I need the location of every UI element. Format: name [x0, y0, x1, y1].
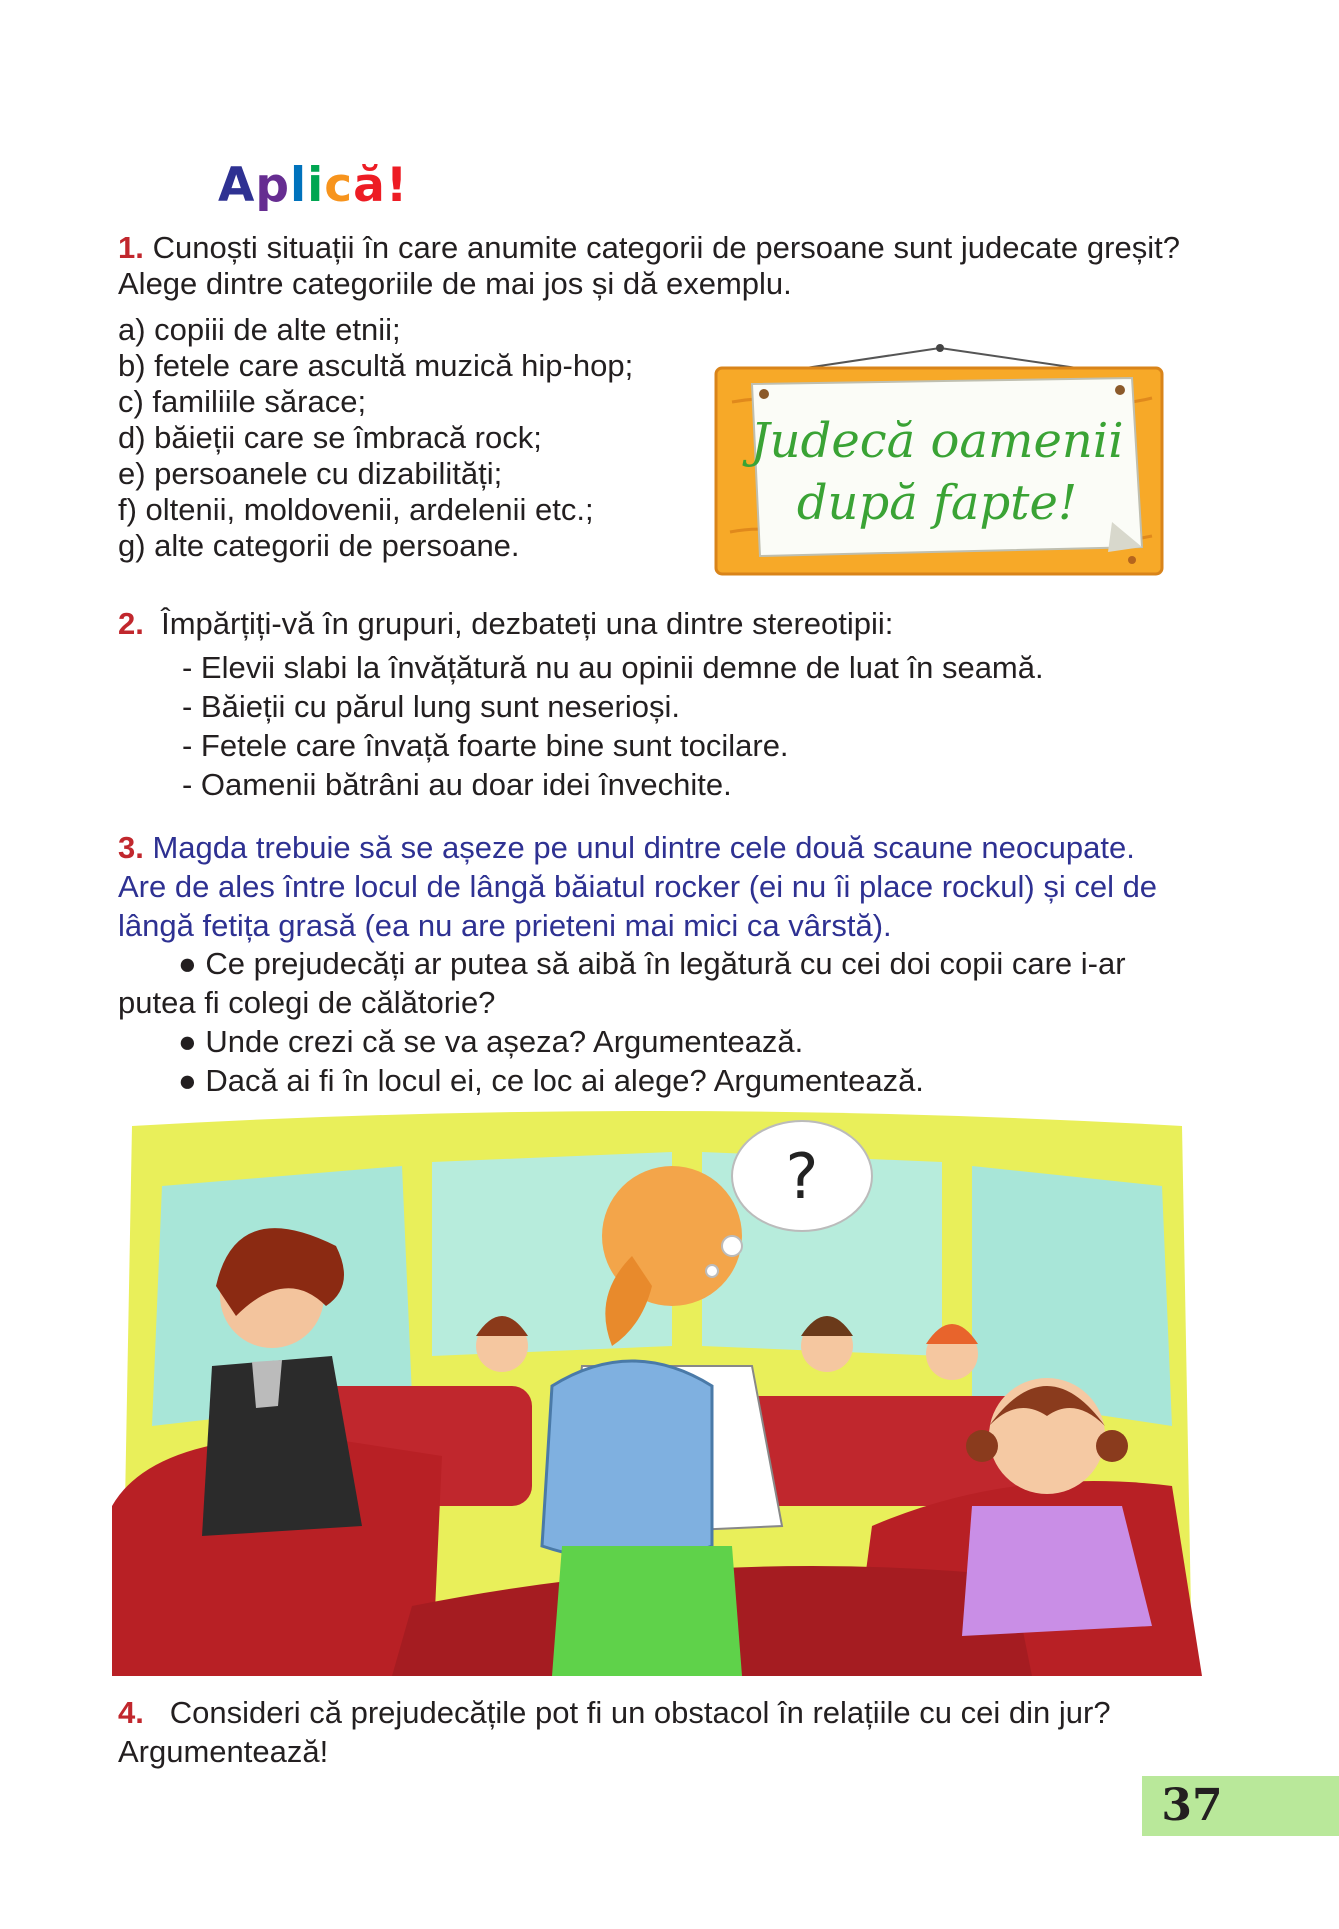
page-number-tab	[1142, 1776, 1339, 1836]
question-number: 1.	[118, 230, 144, 265]
bullet-item: ● Dacă ai fi în locul ei, ce loc ai alege? Argumentează.	[178, 1063, 924, 1098]
list-item: g) alte categorii de persoane.	[118, 528, 520, 563]
heading-letter: ă	[353, 158, 386, 213]
heading-letter: !	[385, 158, 409, 213]
list-item: b) fetele care ascultă muzică hip-hop;	[118, 348, 634, 383]
list-item: c) familiile sărace;	[118, 384, 367, 419]
list-item: d) băieții care se îmbracă rock;	[118, 420, 542, 455]
heading-letter: A	[218, 158, 256, 213]
question-text: Împărțiți-vă în grupuri, dezbateți una dintre stereotipii:	[161, 606, 894, 641]
heading-letter: i	[307, 158, 325, 213]
question-number: 2.	[118, 606, 144, 641]
question-number: 3.	[118, 830, 144, 865]
list-item: - Oamenii bătrâni au doar idei învechite.	[182, 767, 732, 802]
bullet-item: ● Unde crezi că se va așeza? Argumentează.	[178, 1024, 804, 1059]
category-list	[118, 312, 633, 564]
sign-line-2: după fapte!	[796, 475, 1078, 531]
page-number: 37	[1161, 1780, 1223, 1831]
list-item: - Elevii slabi la învățătură nu au opinii demne de luat în seamă.	[182, 650, 1044, 685]
question-2	[118, 606, 1180, 642]
list-item: f) oltenii, moldovenii, ardelenii etc.;	[118, 492, 594, 527]
list-item: e) persoanele cu dizabilități;	[118, 456, 503, 491]
question-3-bullets	[118, 944, 1180, 1100]
question-text: Magda trebuie să se așeze pe unul dintre cele două scaune neocupate. Are de ales între locul de lângă băiatul rocker (ei nu îi place rockul) și cel de lângă fetița grasă (ea nu are prieteni mai mici ca vârstă).	[118, 830, 1158, 943]
section-heading	[218, 158, 408, 213]
list-item: a) copiii de alte etnii;	[118, 312, 401, 347]
list-item: - Băieții cu părul lung sunt neserioși.	[182, 689, 680, 724]
bus-illustration	[112, 1106, 1202, 1676]
thought-mark: ?	[785, 1140, 819, 1213]
stereotype-list	[182, 648, 1044, 804]
question-4	[118, 1693, 1198, 1771]
heading-letter: l	[290, 158, 308, 213]
sign-text	[748, 410, 1126, 534]
question-3	[118, 828, 1180, 945]
list-item: - Fetele care învață foarte bine sunt tocilare.	[182, 728, 789, 763]
question-number: 4.	[118, 1695, 144, 1730]
question-text: Cunoști situații în care anumite categorii de persoane sunt judecate greșit? Alege dintre categoriile de mai jos și dă exemplu.	[118, 230, 1180, 301]
heading-letter: c	[324, 158, 354, 213]
question-1	[118, 230, 1180, 302]
heading-letter: p	[255, 158, 291, 213]
bullet-item: ● Ce prejudecăți ar putea să aibă în legătură cu cei doi copii care i-ar putea fi colegi de călătorie?	[118, 946, 1126, 1020]
sign-line-1: Judecă oamenii	[750, 413, 1124, 469]
question-text: Consideri că prejudecățile pot fi un obstacol în relațiile cu cei din jur? Argumentează!	[118, 1695, 1111, 1769]
